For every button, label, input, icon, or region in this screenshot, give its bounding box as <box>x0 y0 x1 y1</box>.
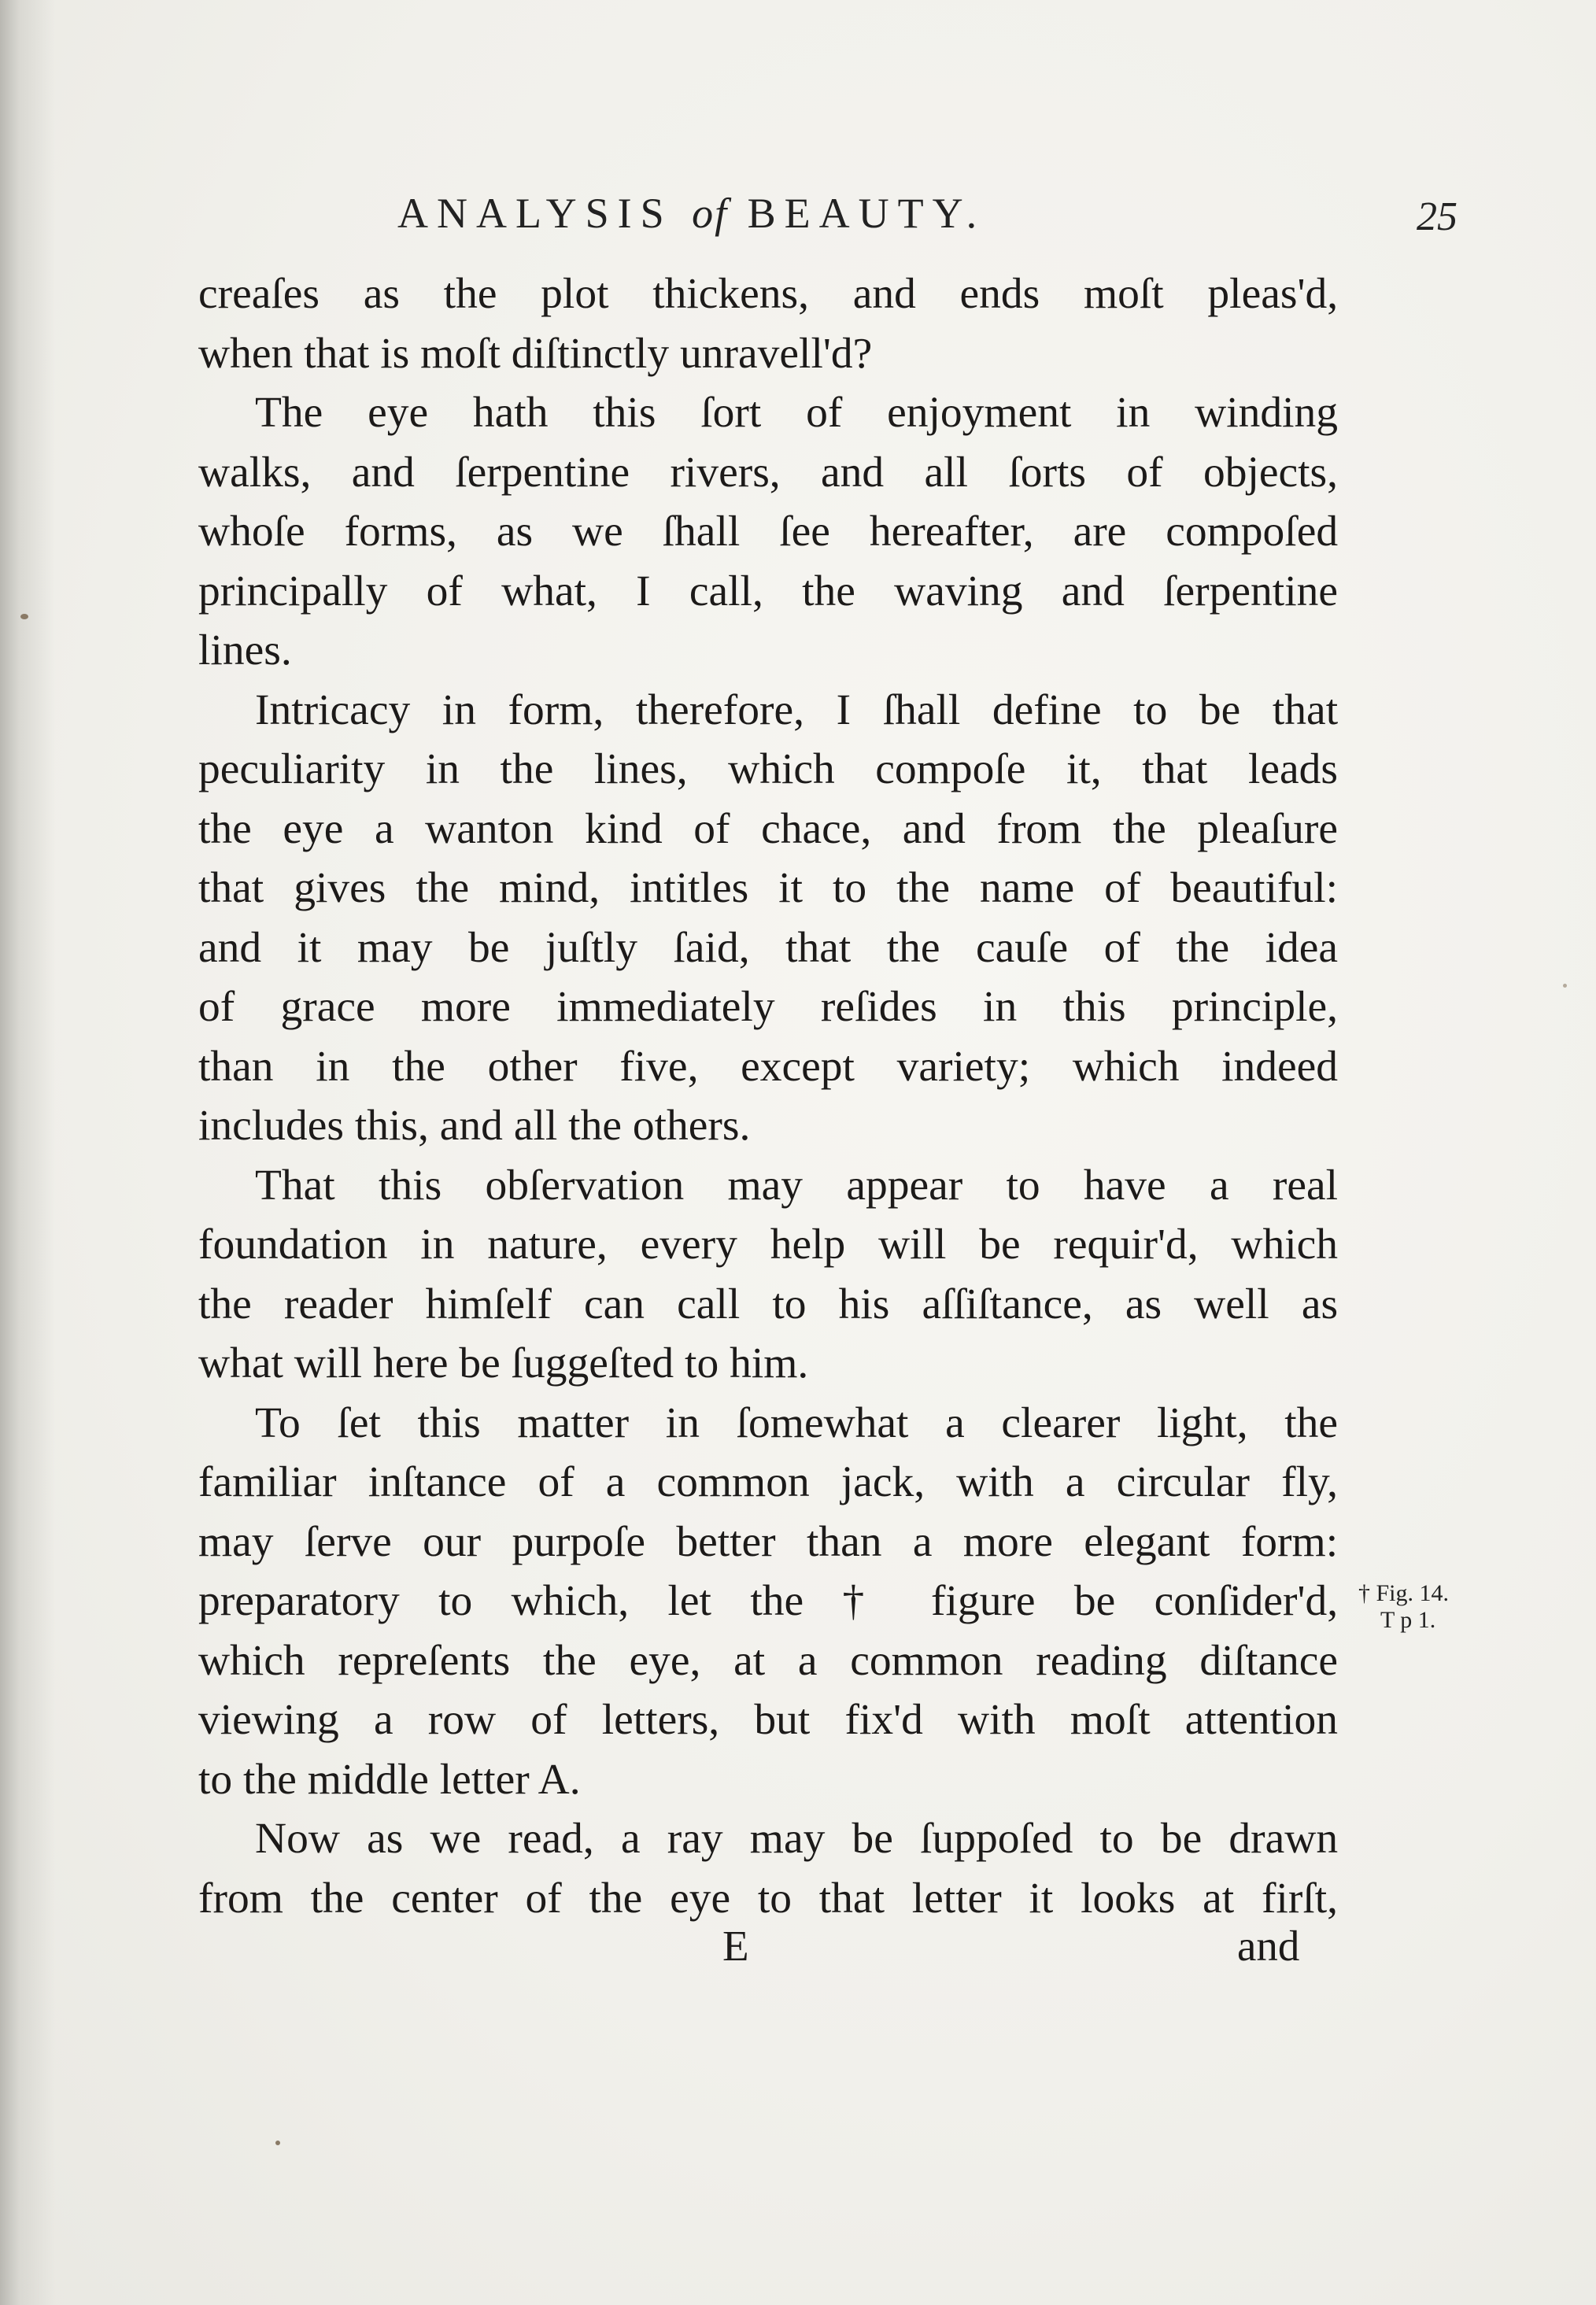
line-text: what will here be ſuggeſted to him. <box>198 1339 809 1387</box>
line-text: may ſerve our purpoſe better than a more elegant form: <box>198 1517 1339 1566</box>
paper-speck <box>1563 984 1567 988</box>
text-line <box>198 800 1338 859</box>
line-text: of grace more immediately reſides in this principle, <box>198 983 1339 1031</box>
paper-speck <box>20 614 28 619</box>
line-text: Now as we read, a ray may be ſuppoſed to be drawn <box>255 1815 1339 1863</box>
paper-speck <box>275 2141 280 2145</box>
running-head-of: of <box>692 190 729 237</box>
text-line <box>198 562 1338 622</box>
running-head-left: ANALYSIS <box>397 190 693 237</box>
line-text: foundation in nature, every help will be requir'd, which <box>198 1221 1339 1269</box>
line-text: whoſe forms, as we ſhall ſee hereafter, are compoſed <box>198 508 1339 556</box>
line-text: the reader himſelf can call to his aſſiſtance, as well as <box>198 1280 1339 1328</box>
running-head-right: BEAUTY. <box>728 190 986 237</box>
line-text: The eye hath this ſort of enjoyment in winding <box>255 389 1339 437</box>
text-line <box>198 383 1338 443</box>
page-gutter-shadow <box>0 0 55 2305</box>
text-line <box>198 1275 1338 1335</box>
text-line <box>198 1572 1338 1631</box>
text-line <box>198 621 1338 681</box>
text-line <box>198 977 1338 1037</box>
line-text: preparatory to which, let the † figure be conſider'd, <box>198 1577 1339 1625</box>
text-line <box>198 1037 1338 1097</box>
line-text: than in the other five, except variety; which indeed <box>198 1042 1339 1091</box>
text-line <box>198 1334 1338 1394</box>
line-text: lines. <box>198 626 292 674</box>
line-text: which repreſents the eye, at a common reading diſtance <box>198 1636 1339 1685</box>
line-text: from the center of the eye to that letter it looks at firſt, <box>198 1874 1339 1923</box>
text-line <box>198 918 1338 978</box>
text-line <box>198 740 1338 800</box>
line-text: viewing a row of letters, but fix'd with moſt attention <box>198 1696 1338 1744</box>
text-line <box>198 1513 1338 1572</box>
text-line <box>198 1750 1338 1810</box>
text-line <box>198 1631 1338 1691</box>
line-text: that gives the mind, intitles it to the name of beautiful: <box>198 864 1339 912</box>
line-text: to the middle letter A. <box>198 1755 581 1804</box>
line-text: walks, and ſerpentine rivers, and all ſorts of objects, <box>198 448 1339 497</box>
line-text: the eye a wanton kind of chace, and from the pleaſure <box>198 804 1338 853</box>
text-line <box>198 1809 1338 1869</box>
text-line <box>198 502 1338 562</box>
text-line <box>198 443 1338 503</box>
line-text: includes this, and all the others. <box>198 1102 751 1150</box>
signature-mark: E <box>722 1922 749 1970</box>
marginal-note-plate: T p 1. <box>1380 1607 1436 1633</box>
running-head <box>397 189 985 238</box>
line-text: To ſet this matter in ſomewhat a clearer light, the <box>255 1398 1339 1447</box>
line-text: when that is moſt diſtinctly unravell'd? <box>198 329 873 378</box>
text-line <box>198 1156 1338 1216</box>
line-text: principally of what, I call, the waving and ſerpentine <box>198 567 1339 615</box>
text-line <box>198 1096 1338 1156</box>
marginal-note <box>1358 1580 1449 1634</box>
text-line <box>198 264 1338 324</box>
catchword: and <box>1237 1922 1300 1970</box>
line-text: creaſes as the plot thickens, and ends moſt pleas'd, <box>198 270 1339 318</box>
marginal-note-fig: † Fig. 14. <box>1358 1580 1450 1606</box>
body-text <box>198 264 1338 1928</box>
text-line <box>198 324 1338 384</box>
line-text: peculiarity in the lines, which compoſe it, that leads <box>198 745 1338 793</box>
text-line <box>198 1453 1338 1513</box>
page-number: 25 <box>1417 194 1457 239</box>
line-text: and it may be juſtly ſaid, that the cauſe of the idea <box>198 923 1338 972</box>
text-line <box>198 681 1338 741</box>
line-text: familiar inſtance of a common jack, with a circular fly, <box>198 1458 1339 1506</box>
text-line <box>198 1869 1338 1929</box>
text-line <box>198 859 1338 918</box>
line-text: Intricacy in form, therefore, I ſhall define to be that <box>255 685 1339 734</box>
text-line <box>198 1215 1338 1275</box>
text-line <box>198 1394 1338 1454</box>
text-line <box>198 1690 1338 1750</box>
line-text: That this obſervation may appear to have a real <box>255 1161 1339 1210</box>
